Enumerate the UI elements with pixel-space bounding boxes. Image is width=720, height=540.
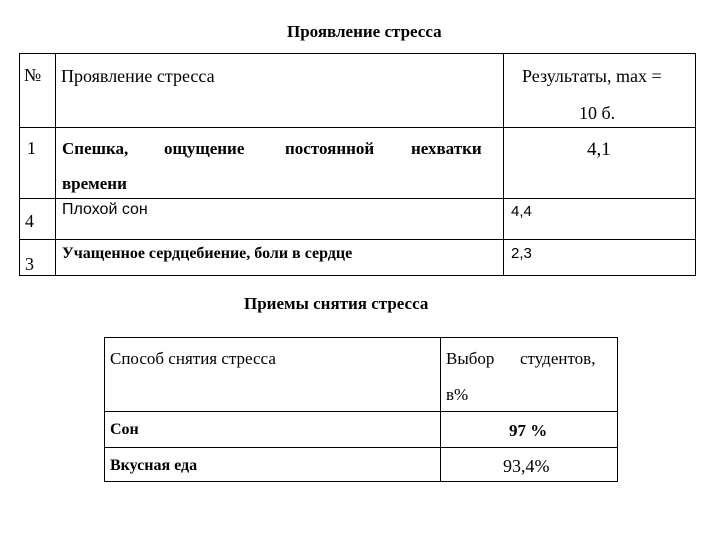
table1-border-top <box>19 53 696 54</box>
row-value: 2,3 <box>511 245 532 262</box>
table2-border-right <box>617 337 618 482</box>
table1-header-result-line2: 10 б. <box>579 103 616 123</box>
row-value: 97 % <box>509 421 548 440</box>
table1-border-right <box>695 53 696 276</box>
row-number: 1 <box>27 138 36 158</box>
table2-header-choice-word2: студентов, <box>520 349 596 368</box>
table1-header-label: Проявление стресса <box>61 66 215 86</box>
row-value: 4,1 <box>587 139 611 160</box>
row-value: 4,4 <box>511 203 532 220</box>
table1-col-divider-1 <box>55 53 56 276</box>
table2-header-method: Способ снятия стресса <box>110 349 276 368</box>
table2-divider-row1 <box>104 447 618 448</box>
table2-header-choice-line2: в% <box>446 385 469 404</box>
row-number: 3 <box>25 254 34 274</box>
row-label-word: ощущение <box>164 139 245 158</box>
table2-header-choice-word1: Выбор <box>446 349 495 368</box>
row-label-line2: времени <box>62 174 127 193</box>
row-label-word: Спешка, <box>62 139 129 158</box>
table2-title: Приемы снятия стресса <box>244 294 429 313</box>
row-label: Сон <box>110 421 139 438</box>
table2-border-bottom <box>104 481 618 482</box>
table2-border-left <box>104 337 105 482</box>
table1-divider-row2 <box>19 239 696 240</box>
row-label-word: нехватки <box>411 139 482 158</box>
table1-header-num: № <box>24 65 42 85</box>
row-number: 4 <box>25 211 34 231</box>
row-label: Вкусная еда <box>110 457 198 474</box>
table1-divider-header <box>19 127 696 128</box>
table2-divider-header <box>104 411 618 412</box>
table1-col-divider-2 <box>503 53 504 276</box>
row-label: Учащенное сердцебиение, боли в сердце <box>62 245 353 262</box>
row-value: 93,4% <box>503 456 550 476</box>
row-label: Плохой сон <box>62 201 148 218</box>
table1-border-bottom <box>19 275 696 276</box>
table1-border-left <box>19 53 20 276</box>
table2-border-top <box>104 337 618 338</box>
table2-col-divider <box>440 337 441 482</box>
table1-divider-row1 <box>19 198 696 199</box>
table1-title: Проявление стресса <box>287 22 442 41</box>
table1-header-result-line1: Результаты, max = <box>522 66 662 86</box>
row-label-word: постоянной <box>285 139 375 158</box>
